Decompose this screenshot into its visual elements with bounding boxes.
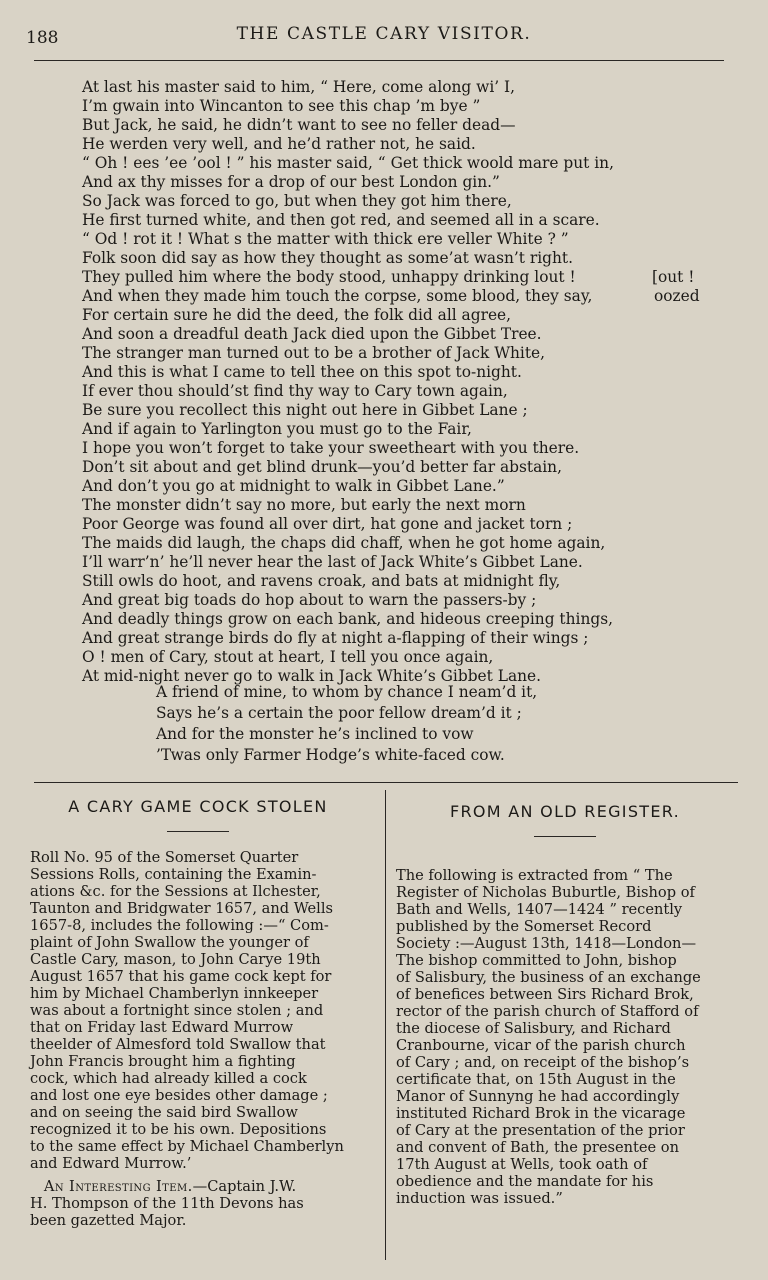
article-body [396, 867, 734, 1207]
heading-rule [167, 831, 229, 832]
article-line: Society :—August 13th, 1418—London— [396, 935, 697, 952]
poem-line: And deadly things grow on each bank, and hideous creeping things, [82, 610, 614, 628]
article-line: of Salisbury, the business of an exchange [396, 969, 701, 986]
poem-line: And ax thy misses for a drop of our best London gin.” [82, 173, 500, 191]
article-line: of Cary at the presentation of the prior [396, 1122, 685, 1139]
article-line: rector of the parish church of Stafford of [396, 1003, 699, 1020]
quatrain-line: A friend of mine, to whom by chance I neam’d it, [156, 683, 538, 701]
article-line: published by the Somerset Record [396, 918, 652, 935]
poem-line: He werden very well, and he’d rather not, he said. [82, 135, 476, 153]
poem-line-with-bracket [82, 268, 722, 287]
article-line: the diocese of Salisbury, and Richard [396, 1020, 671, 1037]
article-old-register [396, 802, 734, 1207]
article-line: Castle Cary, mason, to John Carye 19th [30, 951, 321, 968]
poem-line: The maids did laugh, the chaps did chaff, when he got home again, [82, 534, 606, 552]
poem-line: And soon a dreadful death Jack died upon the Gibbet Tree. [82, 325, 542, 343]
poem-line: If ever thou should’st find thy way to Cary town again, [82, 382, 508, 400]
article-line: cock, which had already killed a cock [30, 1070, 307, 1087]
poem-line: And when they made him touch the corpse, some blood, they say, [82, 287, 593, 305]
turnover-word: oozed [654, 287, 700, 305]
poem-line: So Jack was forced to go, but when they got him there, [82, 192, 512, 210]
column-divider [385, 790, 386, 1260]
poem-line: At mid-night never go to walk in Jack White’s Gibbet Lane. [82, 667, 542, 685]
article-line: that on Friday last Edward Murrow [30, 1019, 294, 1036]
poem-line: For certain sure he did the deed, the folk did all agree, [82, 306, 512, 324]
page-number: 188 [26, 28, 59, 48]
poem-line: Don’t sit about and get blind drunk—you’d better far abstain, [82, 458, 562, 476]
poem-line: I hope you won’t forget to take your sweetheart with you there. [82, 439, 580, 457]
article-line: instituted Richard Brok in the vicarage [396, 1105, 686, 1122]
article-heading: FROM AN OLD REGISTER. [449, 802, 681, 821]
poem-line: And don’t you go at midnight to walk in Gibbet Lane.” [82, 477, 505, 495]
article-line: plaint of John Swallow the younger of [30, 934, 309, 951]
quatrain-line: And for the monster he’s inclined to vow [156, 725, 474, 743]
poem-line: I’m gwain into Wincanton to see this chap ’m bye ” [82, 97, 481, 115]
article-line: The following is extracted from “ The [396, 867, 673, 884]
article-line: Taunton and Bridgwater 1657, and Wells [30, 900, 333, 917]
item-title: An Interesting Item. [43, 1178, 193, 1195]
closing-quatrain [156, 682, 537, 766]
article-line: was about a fortnight since stolen ; and [30, 1002, 324, 1019]
article-line: obedience and the mandate for his [396, 1173, 654, 1190]
turnover-bracket: [out ! [652, 268, 695, 286]
item-line [30, 1178, 366, 1195]
article-line: induction was issued.” [396, 1190, 563, 1207]
item-line: H. Thompson of the 11th Devons has [30, 1195, 304, 1212]
article-line: Cranbourne, vicar of the parish church [396, 1037, 686, 1054]
article-game-cock [30, 797, 366, 1229]
poem-line: “ Od ! rot it ! What s the matter with thick ere veller White ? ” [82, 230, 569, 248]
item-text: —Captain J.W. [192, 1178, 297, 1195]
poem-line: I’ll warr’n’ he’ll never hear the last of Jack White’s Gibbet Lane. [82, 553, 583, 571]
item-line: been gazetted Major. [30, 1212, 187, 1229]
article-body [30, 849, 366, 1172]
article-line: 1657-8, includes the following :—“ Com- [30, 917, 329, 934]
article-line: and lost one eye besides other damage ; [30, 1087, 328, 1104]
page-header [0, 22, 768, 52]
section-rule [34, 782, 738, 783]
poem-line: The monster didn’t say no more, but early the next morn [82, 496, 526, 514]
article-line: and convent of Bath, the presentee on [396, 1139, 679, 1156]
article-line: Manor of Sunnyng he had accordingly [396, 1088, 680, 1105]
header-rule [34, 60, 724, 61]
poem-line: They pulled him where the body stood, unhappy drinking lout ! [82, 268, 576, 286]
article-line: August 1657 that his game cock kept for [30, 968, 332, 985]
article-line: of benefices between Sirs Richard Brok, [396, 986, 694, 1003]
article-line: ations &c. for the Sessions at Ilchester, [30, 883, 321, 900]
article-line: John Francis brought him a fighting [30, 1053, 296, 1070]
running-title: THE CASTLE CARY VISITOR. [236, 24, 532, 44]
article-line: Bath and Wells, 1407—1424 ” recently [396, 901, 683, 918]
article-line: Sessions Rolls, containing the Examin- [30, 866, 317, 883]
heading-rule [534, 836, 596, 837]
article-line: theelder of Almesford told Swallow that [30, 1036, 326, 1053]
poem-line-with-turnover [82, 287, 722, 306]
poem-line: Folk soon did say as how they thought as some’at wasn’t right. [82, 249, 574, 267]
article-line: and on seeing the said bird Swallow [30, 1104, 298, 1121]
poem-line: He first turned white, and then got red, and seemed all in a scare. [82, 211, 600, 229]
poem-line: And if again to Yarlington you must go to the Fair, [82, 420, 472, 438]
article-line: 17th August at Wells, took oath of [396, 1156, 648, 1173]
poem-line: “ Oh ! ees ’ee ’ool ! ” his master said, “ Get thick woold mare put in, [82, 154, 614, 172]
poem [82, 78, 722, 686]
article-line: The bishop committed to John, bishop [396, 952, 677, 969]
article-line: and Edward Murrow.’ [30, 1155, 192, 1172]
poem-line: And great strange birds do fly at night a-flapping of their wings ; [82, 629, 589, 647]
poem-line: But Jack, he said, he didn’t want to see no feller dead— [82, 116, 516, 134]
poem-line: Be sure you recollect this night out here in Gibbet Lane ; [82, 401, 528, 419]
quatrain-line: ’Twas only Farmer Hodge’s white-faced cow. [156, 746, 505, 764]
article-line: certificate that, on 15th August in the [396, 1071, 676, 1088]
interesting-item [30, 1178, 366, 1229]
quatrain-line: Says he’s a certain the poor fellow dream’d it ; [156, 704, 522, 722]
article-heading: A CARY GAME COCK STOLEN [68, 797, 328, 816]
article-line: of Cary ; and, on receipt of the bishop’s [396, 1054, 690, 1071]
poem-line: And this is what I came to tell thee on this spot to-night. [82, 363, 522, 381]
article-line: recognized it to be his own. Depositions [30, 1121, 327, 1138]
article-line: Register of Nicholas Buburtle, Bishop of [396, 884, 695, 901]
poem-line: O ! men of Cary, stout at heart, I tell you once again, [82, 648, 494, 666]
poem-line: Poor George was found all over dirt, hat gone and jacket torn ; [82, 515, 573, 533]
poem-line: And great big toads do hop about to warn the passers-by ; [82, 591, 537, 609]
article-line: him by Michael Chamberlyn innkeeper [30, 985, 319, 1002]
poem-line: At last his master said to him, “ Here, come along wi’ I, [82, 78, 516, 96]
article-line: Roll No. 95 of the Somerset Quarter [30, 849, 299, 866]
poem-line: The stranger man turned out to be a brother of Jack White, [82, 344, 546, 362]
poem-line: Still owls do hoot, and ravens croak, and bats at midnight fly, [82, 572, 561, 590]
article-line: to the same effect by Michael Chamberlyn [30, 1138, 344, 1155]
